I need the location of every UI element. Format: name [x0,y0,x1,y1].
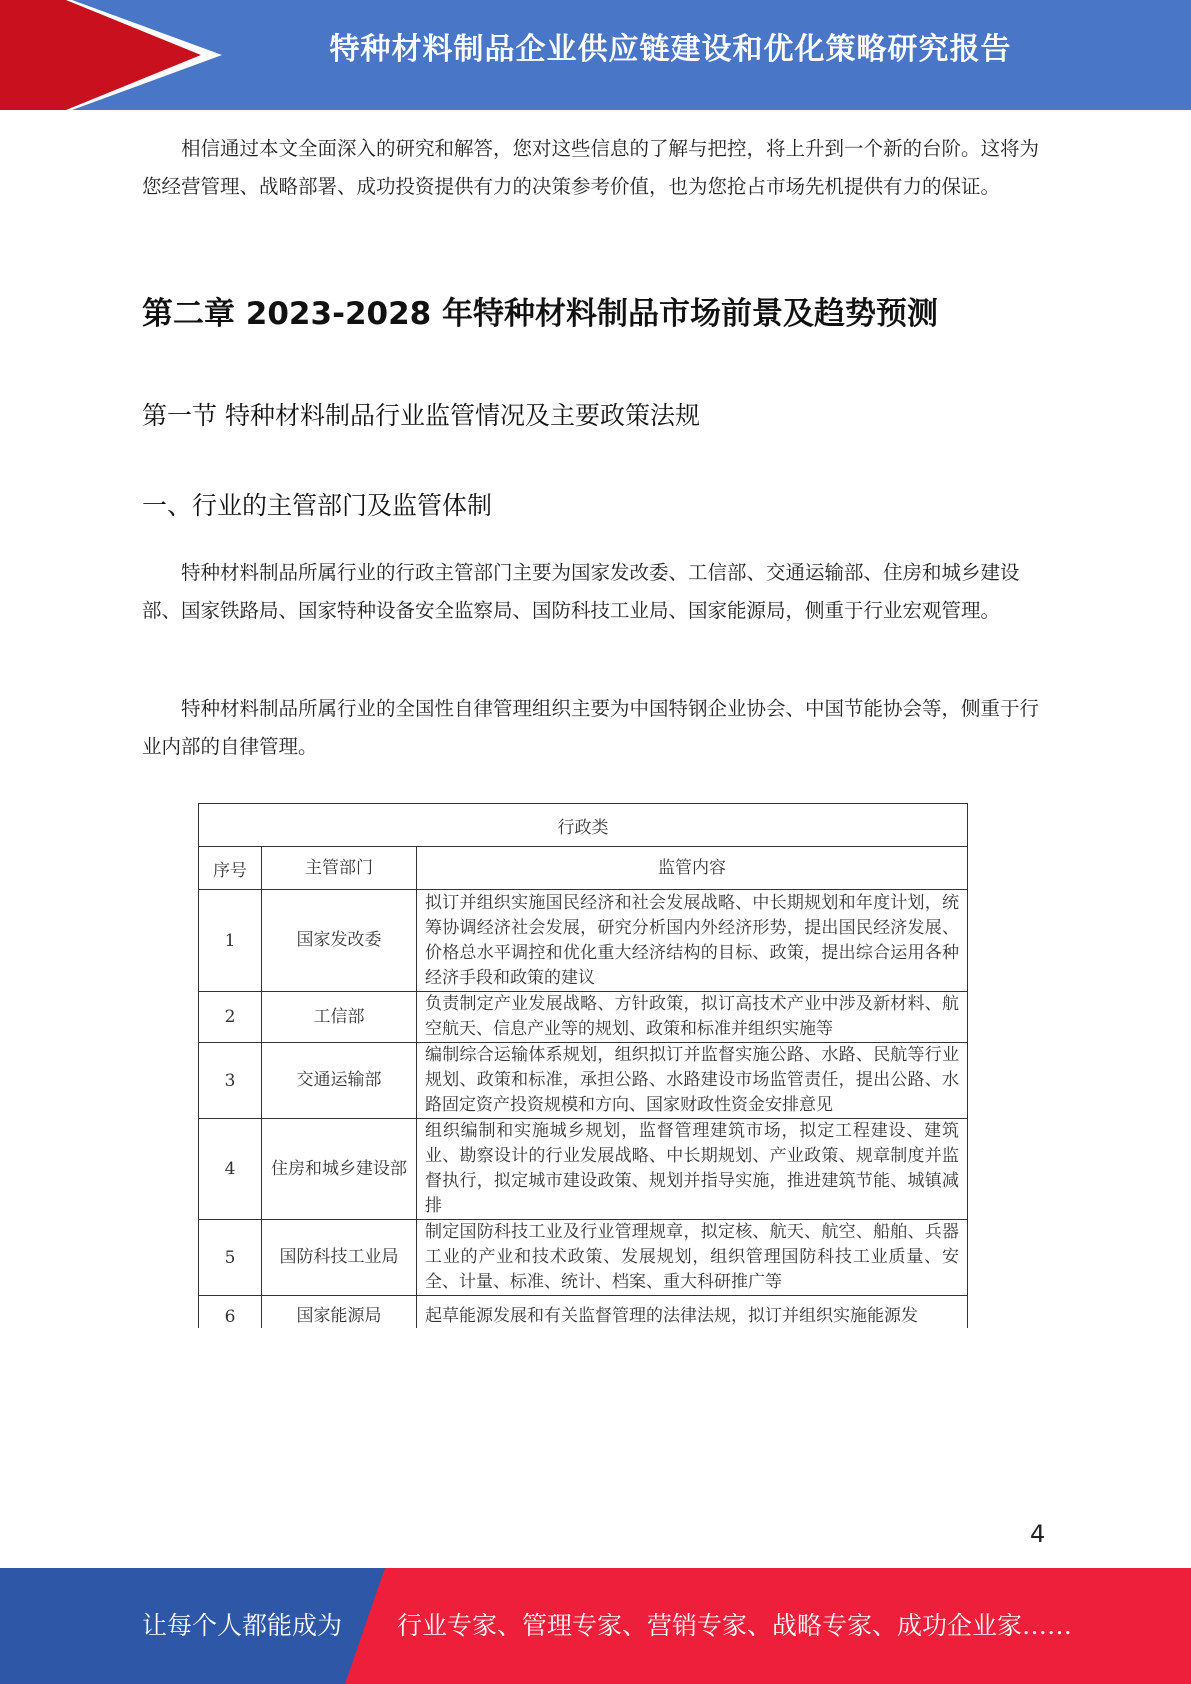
admin-paragraph: 特种材料制品所属行业的行政主管部门主要为国家发改委、工信部、交通运输部、住房和城乡建设部、国家铁路局、国家特种设备安全监察局、国防科技工业局、国家能源局，侧重于行业宏观管理。 [142,561,1020,622]
table-caption: 行政类 [199,804,968,847]
table-row [199,1043,968,1119]
selfreg-paragraph-block [142,690,1047,766]
row-content: 起草能源发展和有关监督管理的法律法规，拟订并组织实施能源发 [417,1296,968,1329]
chapter-heading: 第二章 2023-2028 年特种材料制品市场前景及趋势预测 [142,296,939,332]
row-no: 3 [199,1043,262,1119]
row-content: 组织编制和实施城乡规划，监督管理建筑市场，拟定工程建设、建筑业、勘察设计的行业发展战略、中长期规划、产业政策、规章制度并监督执行，拟定城市建设政策、规划并指导实施，推进建筑节能、城镇减排 [417,1119,968,1220]
selfreg-paragraph: 特种材料制品所属行业的全国性自律管理组织主要为中国特钢企业协会、中国节能协会等，侧重于行业内部的自律管理。 [142,697,1040,758]
table-row [199,1119,968,1220]
row-no: 6 [199,1296,262,1329]
footer-slogan-right: 行业专家、管理专家、营销专家、战略专家、成功企业家…… [397,1611,1073,1640]
regulator-table [198,803,968,1328]
header-no: 序号 [199,847,262,890]
row-no: 2 [199,992,262,1043]
row-dept: 国防科技工业局 [262,1220,417,1296]
row-content: 拟订并组织实施国民经济和社会发展战略、中长期规划和年度计划，统筹协调经济社会发展，研究分析国内外经济形势，提出国民经济发展、价格总水平调控和优化重大经济结构的目标、政策，提出综合运用各种经济手段和政策的建议 [417,890,968,992]
intro-paragraph: 相信通过本文全面深入的研究和解答，您对这些信息的了解与把控，将上升到一个新的台阶。这将为您经营管理、战略部署、成功投资提供有力的决策参考价值，也为您抢占市场先机提供有力的保证。 [142,137,1040,198]
header-chevron-red [0,0,66,110]
table-row [199,890,968,992]
admin-paragraph-block [142,554,1047,630]
row-no: 5 [199,1220,262,1296]
row-dept: 工信部 [262,992,417,1043]
row-dept: 国家发改委 [262,890,417,992]
page-number: 4 [1030,1520,1046,1548]
row-dept: 国家能源局 [262,1296,417,1329]
table-row [199,1220,968,1296]
row-content: 编制综合运输体系规划，组织拟订并监督实施公路、水路、民航等行业规划、政策和标准，承担公路、水路建设市场监管责任，提出公路、水路固定资产投资规模和方向、国家财政性资金安排意见 [417,1043,968,1119]
row-dept: 交通运输部 [262,1043,417,1119]
intro-paragraph-block [142,130,1047,206]
footer-slogan-left: 让每个人都能成为 [142,1611,343,1640]
table-header-row [199,847,968,890]
subsection-heading: 一、行业的主管部门及监管体制 [142,491,493,520]
row-dept: 住房和城乡建设部 [262,1119,417,1220]
page-footer [0,1568,1191,1684]
row-content: 负责制定产业发展战略、方针政策，拟订高技术产业中涉及新材料、航空航天、信息产业等的规划、政策和标准并组织实施等 [417,992,968,1043]
row-no: 1 [199,890,262,992]
row-no: 4 [199,1119,262,1220]
table-row [199,992,968,1043]
table-row [199,1296,968,1329]
regulator-table-wrap [198,803,968,1328]
page-header [0,0,1191,110]
section-heading: 第一节 特种材料制品行业监管情况及主要政策法规 [142,401,700,430]
row-content: 制定国防科技工业及行业管理规章，拟定核、航天、航空、船舶、兵器工业的产业和技术政策、发展规划，组织管理国防科技工业质量、安全、计量、标准、统计、档案、重大科研推广等 [417,1220,968,1296]
header-dept: 主管部门 [262,847,417,890]
header-content: 监管内容 [417,847,968,890]
report-title: 特种材料制品企业供应链建设和优化策略研究报告 [329,32,1012,67]
